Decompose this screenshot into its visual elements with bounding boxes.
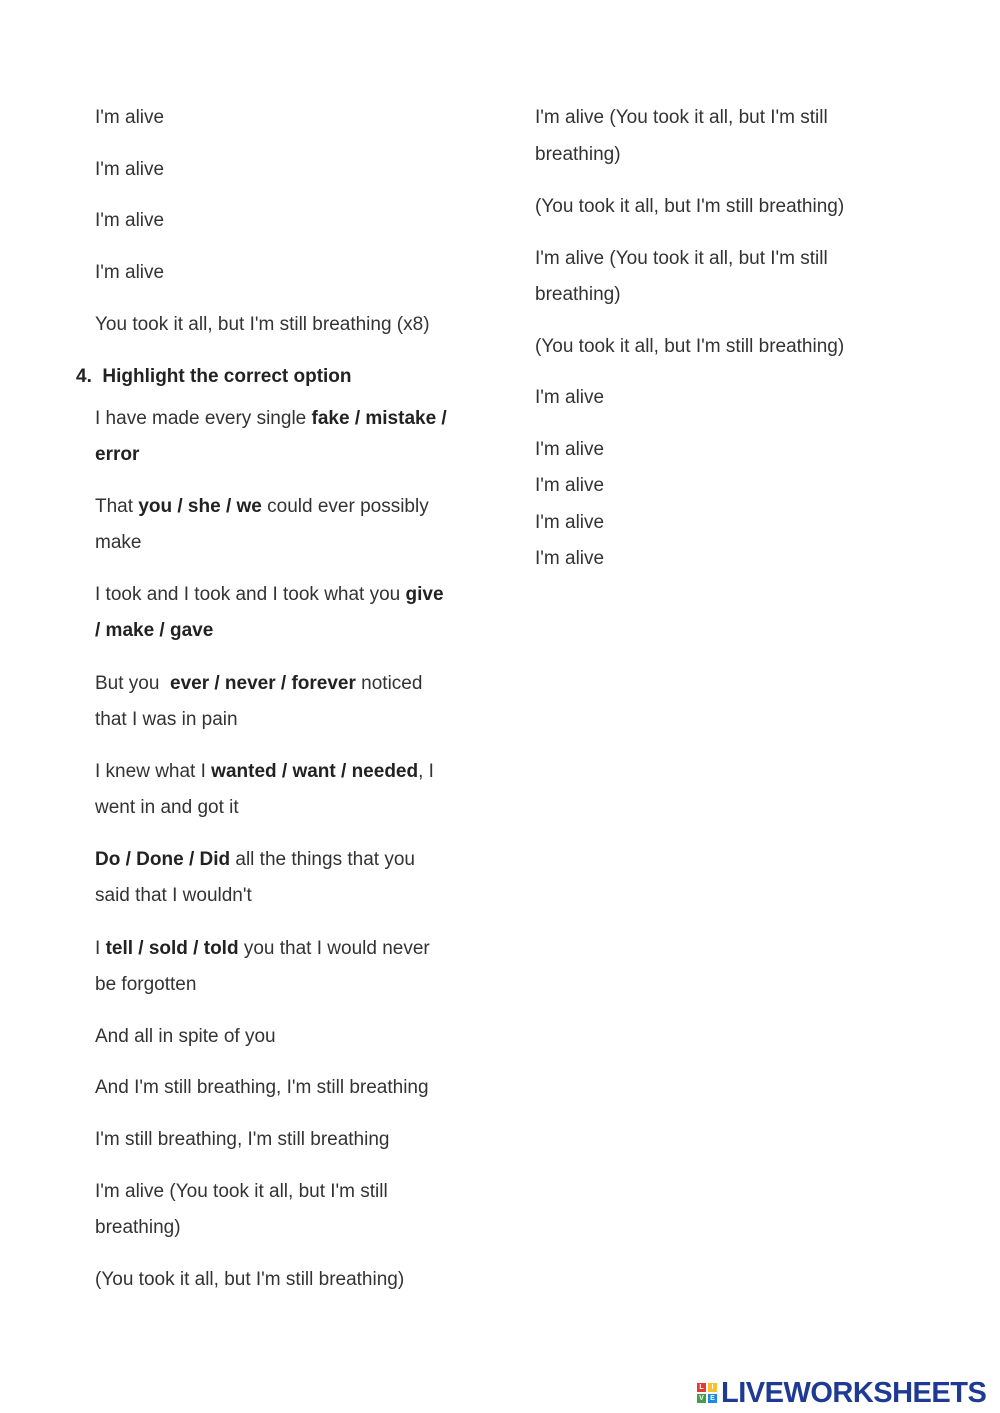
logo-cube: L [697,1383,706,1392]
lyric-line: (You took it all, but I'm still breathing) [535,196,845,217]
lyric-text: could ever possibly [261,496,429,517]
logo-cube: E [708,1394,717,1403]
lyric-line: I'm alive [95,107,165,128]
lyric-text: all the things that you [230,849,415,870]
answer-options[interactable]: give [405,584,444,605]
lyric-text: noticed [355,673,423,694]
answer-options[interactable]: / make / gave [95,620,214,641]
lyric-text: I knew what I [95,761,212,782]
lyric-text: you that I would never [238,938,430,959]
lyric-line: I'm alive [95,210,165,231]
lyric-line: I'm alive [535,387,605,408]
lyric-line: I'm alive [535,475,605,496]
lyric-line: breathing) [535,144,621,165]
answer-options[interactable]: fake / mistake / [311,408,447,429]
lyric-text: But you [95,673,170,694]
lyric-line: And all in spite of you [95,1026,276,1047]
section-title: Highlight the correct option [102,366,352,387]
exercise-line-2 [95,489,429,525]
lyric-text: said that I wouldn't [95,885,252,906]
answer-options[interactable]: ever / never / forever [170,673,356,694]
lyric-line: (You took it all, but I'm still breathing) [535,336,845,357]
lyric-text: I [95,938,106,959]
exercise-line-5 [95,754,434,790]
logo-text: LIVEWORKSHEETS [721,1376,987,1409]
lyric-line: I'm alive [95,262,165,283]
answer-options[interactable]: error [95,444,140,465]
lyric-line: I'm alive [535,548,605,569]
exercise-line-7 [95,931,430,967]
lyric-line: (You took it all, but I'm still breathing) [95,1269,405,1290]
lyric-text: that I was in pain [95,709,238,730]
logo-cubes-icon [697,1383,717,1403]
lyric-line: breathing) [95,1217,181,1238]
lyric-text: make [95,532,142,553]
exercise-line-1 [95,401,447,437]
section-number: 4. [76,366,92,387]
lyric-line: I'm alive (You took it all, but I'm still [535,248,828,269]
answer-options[interactable]: Do / Done / Did [95,849,231,870]
lyric-text: went in and got it [95,797,239,818]
exercise-line-6 [95,842,415,878]
lyric-text: That [95,496,139,517]
section-heading [76,359,352,395]
exercise-line-3 [95,577,444,613]
lyric-line: I'm alive [535,439,605,460]
lyric-text: I took and I took and I took what you [95,584,406,605]
lyric-text: be forgotten [95,974,197,995]
lyric-line: You took it all, but I'm still breathing (x8) [95,314,430,335]
answer-options[interactable]: you / she / we [138,496,262,517]
lyric-line: I'm alive [95,159,165,180]
logo-cube: I [708,1383,717,1392]
answer-options[interactable]: tell / sold / told [105,938,239,959]
lyric-text: I have made every single [95,408,312,429]
lyric-line: I'm still breathing, I'm still breathing [95,1129,390,1150]
exercise-line-4 [95,666,422,702]
liveworksheets-logo [697,1376,986,1410]
answer-options[interactable]: wanted / want / needed [211,761,419,782]
lyric-line: I'm alive (You took it all, but I'm still [535,107,828,128]
lyric-text: , I [418,761,434,782]
lyric-line: I'm alive (You took it all, but I'm still [95,1181,388,1202]
logo-cube: V [697,1394,706,1403]
lyric-line: I'm alive [535,512,605,533]
lyric-line: And I'm still breathing, I'm still breathing [95,1077,429,1098]
lyric-line: breathing) [535,284,621,305]
